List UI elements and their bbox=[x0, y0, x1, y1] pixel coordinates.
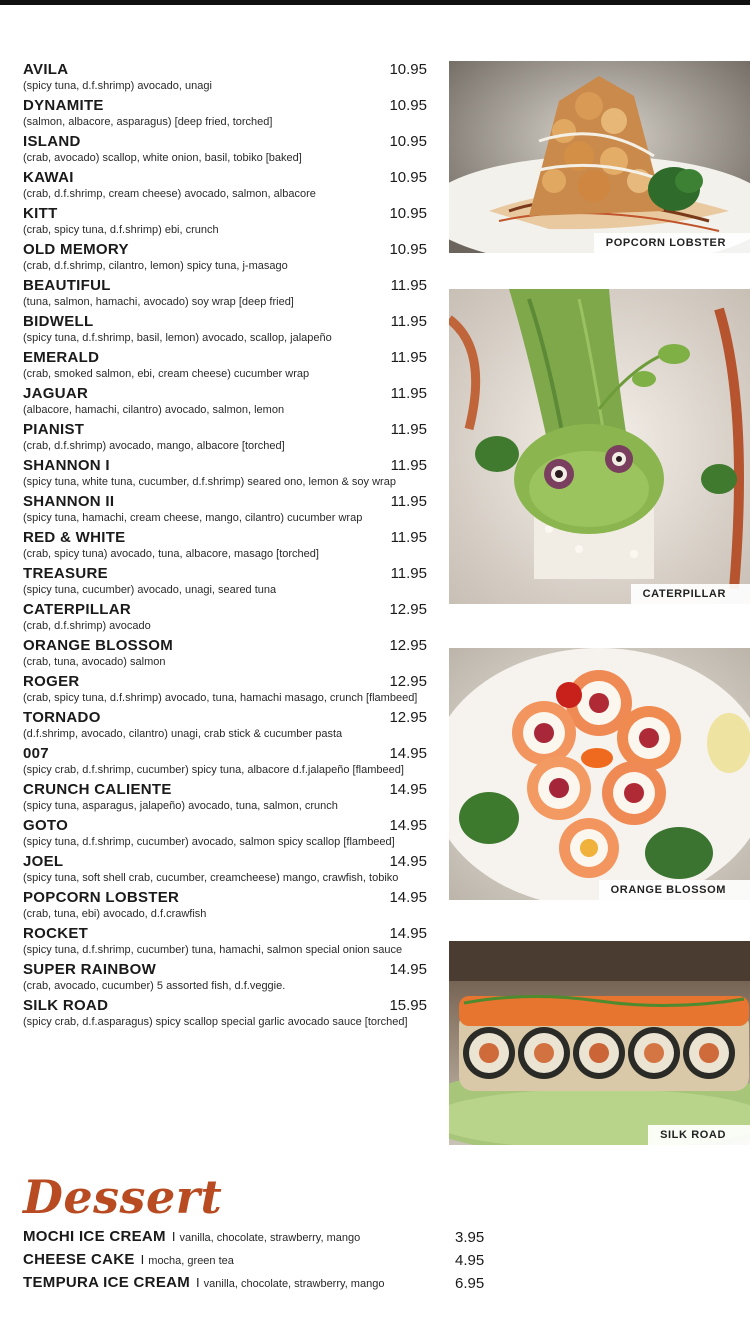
menu-item-name: AVILA bbox=[23, 61, 69, 78]
menu-item-description: (spicy tuna, d.f.shrimp, cucumber) tuna, hamachi, salmon special onion sauce bbox=[23, 944, 403, 956]
dessert-separator: I bbox=[196, 1275, 200, 1290]
menu-item-name: TREASURE bbox=[23, 565, 108, 582]
dessert-item bbox=[23, 1274, 503, 1297]
menu-item-price: 14.95 bbox=[389, 817, 427, 834]
menu-item-price: 12.95 bbox=[389, 601, 427, 618]
dessert-item bbox=[23, 1251, 503, 1274]
menu-item-name: ROGER bbox=[23, 673, 80, 690]
orange-blossom-photo bbox=[449, 648, 750, 900]
menu-item-price: 11.95 bbox=[390, 349, 427, 366]
menu-item-description: (crab, spicy tuna, d.f.shrimp) ebi, crunch bbox=[23, 224, 219, 236]
dessert-item-price: 6.95 bbox=[455, 1275, 485, 1292]
menu-item-name: 007 bbox=[23, 745, 49, 762]
menu-item-price: 14.95 bbox=[389, 853, 427, 870]
menu-item-header bbox=[23, 385, 427, 403]
menu-item-description: (salmon, albacore, asparagus) [deep fried, torched] bbox=[23, 116, 273, 128]
menu-item-price: 15.95 bbox=[389, 997, 427, 1014]
dessert-item bbox=[23, 1228, 503, 1251]
menu-item-description: (crab, d.f.shrimp) avocado, mango, albacore [torched] bbox=[23, 440, 285, 452]
menu-item-name: GOTO bbox=[23, 817, 69, 834]
menu-item bbox=[23, 493, 427, 525]
photo-label: SILK ROAD bbox=[648, 1125, 750, 1145]
menu-item-description: (crab, spicy tuna) avocado, tuna, albacore, masago [torched] bbox=[23, 548, 319, 560]
menu-item-header bbox=[23, 133, 427, 151]
menu-item-header bbox=[23, 709, 427, 727]
menu-item-description: (crab, d.f.shrimp, cream cheese) avocado, salmon, albacore bbox=[23, 188, 316, 200]
menu-item-price: 14.95 bbox=[389, 781, 427, 798]
menu-item-description: (crab, d.f.shrimp, cilantro, lemon) spicy tuna, j-masago bbox=[23, 260, 288, 272]
menu-item bbox=[23, 205, 427, 237]
menu-item-header bbox=[23, 493, 427, 511]
silk-road-image bbox=[449, 941, 750, 1145]
menu-item-name: CATERPILLAR bbox=[23, 601, 132, 618]
menu-item-name: JAGUAR bbox=[23, 385, 89, 402]
menu-item-name: PIANIST bbox=[23, 421, 85, 438]
menu-item-header bbox=[23, 97, 427, 115]
menu-item bbox=[23, 853, 427, 885]
dessert-item-price: 4.95 bbox=[455, 1252, 485, 1269]
silk-road-photo bbox=[449, 941, 750, 1145]
menu-item-header bbox=[23, 601, 427, 619]
menu-item-price: 14.95 bbox=[389, 961, 427, 978]
menu-item-price: 10.95 bbox=[389, 61, 427, 78]
menu-item-header bbox=[23, 169, 427, 187]
menu-item-price: 10.95 bbox=[389, 205, 427, 222]
dessert-item-name: MOCHI ICE CREAM bbox=[23, 1228, 166, 1245]
menu-item-name: JOEL bbox=[23, 853, 64, 870]
menu-item-name: KITT bbox=[23, 205, 58, 222]
photo-label: CATERPILLAR bbox=[631, 584, 750, 604]
menu-item-name: SILK ROAD bbox=[23, 997, 109, 1014]
dessert-item-name: CHEESE CAKE bbox=[23, 1251, 135, 1268]
menu-item-price: 10.95 bbox=[389, 133, 427, 150]
menu-item bbox=[23, 169, 427, 201]
menu-item-name: ISLAND bbox=[23, 133, 81, 150]
menu-item-price: 12.95 bbox=[389, 709, 427, 726]
menu-item-name: EMERALD bbox=[23, 349, 100, 366]
menu-item-price: 10.95 bbox=[389, 169, 427, 186]
menu-item bbox=[23, 277, 427, 309]
menu-item bbox=[23, 817, 427, 849]
menu-item-header bbox=[23, 889, 427, 907]
top-bar bbox=[0, 0, 750, 5]
menu-item-description: (albacore, hamachi, cilantro) avocado, salmon, lemon bbox=[23, 404, 285, 416]
dessert-title: Dessert bbox=[23, 1170, 223, 1224]
menu-item-header bbox=[23, 457, 427, 475]
menu-item-name: SUPER RAINBOW bbox=[23, 961, 157, 978]
menu-item-name: BIDWELL bbox=[23, 313, 94, 330]
menu-item-header bbox=[23, 961, 427, 979]
menu-item-price: 14.95 bbox=[389, 745, 427, 762]
menu-item bbox=[23, 673, 427, 705]
menu-item bbox=[23, 61, 427, 93]
menu-item-price: 11.95 bbox=[390, 565, 427, 582]
menu-item bbox=[23, 529, 427, 561]
menu-item bbox=[23, 709, 427, 741]
menu-item bbox=[23, 961, 427, 993]
menu-item-price: 11.95 bbox=[390, 457, 427, 474]
menu-item-description: (spicy tuna, d.f.shrimp, basil, lemon) avocado, scallop, jalapeño bbox=[23, 332, 332, 344]
menu-item-price: 11.95 bbox=[390, 493, 427, 510]
menu-item-header bbox=[23, 529, 427, 547]
menu-item-price: 10.95 bbox=[389, 97, 427, 114]
menu-item-header bbox=[23, 277, 427, 295]
menu-item-description: (spicy crab, d.f.shrimp, cucumber) spicy tuna, albacore d.f.jalapeño [flambeed] bbox=[23, 764, 404, 776]
menu-item-price: 11.95 bbox=[390, 385, 427, 402]
popcorn-lobster-photo bbox=[449, 61, 750, 253]
menu-item-price: 14.95 bbox=[389, 925, 427, 942]
menu-item-header bbox=[23, 313, 427, 331]
menu-item-description: (crab, tuna, ebi) avocado, d.f.crawfish bbox=[23, 908, 207, 920]
menu-item bbox=[23, 385, 427, 417]
photo-label: POPCORN LOBSTER bbox=[594, 233, 750, 253]
menu-item-header bbox=[23, 421, 427, 439]
menu-item bbox=[23, 457, 427, 489]
menu-item bbox=[23, 97, 427, 129]
menu-item-name: DYNAMITE bbox=[23, 97, 104, 114]
menu-item bbox=[23, 781, 427, 813]
menu-item bbox=[23, 745, 427, 777]
menu-item-name: CRUNCH CALIENTE bbox=[23, 781, 172, 798]
menu-item-description: (crab, spicy tuna, d.f.shrimp) avocado, tuna, hamachi masago, crunch [flambeed] bbox=[23, 692, 418, 704]
menu-item-header bbox=[23, 637, 427, 655]
menu-item-name: ORANGE BLOSSOM bbox=[23, 637, 174, 654]
menu-item-description: (spicy tuna, asparagus, jalapeño) avocado, tuna, salmon, crunch bbox=[23, 800, 338, 812]
menu-item-description: (crab, smoked salmon, ebi, cream cheese) cucumber wrap bbox=[23, 368, 310, 380]
dessert-item-name: TEMPURA ICE CREAM bbox=[23, 1274, 191, 1291]
dessert-separator: I bbox=[140, 1252, 145, 1267]
menu-item-name: BEAUTIFUL bbox=[23, 277, 111, 294]
popcorn-lobster-image bbox=[449, 61, 750, 253]
menu-item-header bbox=[23, 565, 427, 583]
menu-item-name: KAWAI bbox=[23, 169, 74, 186]
menu-item-description: (crab, tuna, avocado) salmon bbox=[23, 656, 166, 668]
menu-item-name: RED & WHITE bbox=[23, 529, 126, 546]
caterpillar-image bbox=[449, 289, 750, 604]
menu-item-description: (spicy crab, d.f.asparagus) spicy scallop special garlic avocado sauce [torched] bbox=[23, 1016, 408, 1028]
menu-item-name: SHANNON II bbox=[23, 493, 115, 510]
dessert-list bbox=[23, 1228, 503, 1297]
menu-item bbox=[23, 565, 427, 597]
menu-item-description: (crab, avocado) scallop, white onion, basil, tobiko [baked] bbox=[23, 152, 302, 164]
menu-item bbox=[23, 997, 427, 1029]
caterpillar-photo bbox=[449, 289, 750, 604]
menu-item bbox=[23, 601, 427, 633]
menu-item-price: 11.95 bbox=[390, 529, 427, 546]
menu-item-description: (spicy tuna, soft shell crab, cucumber, creamcheese) mango, crawfish, tobiko bbox=[23, 872, 399, 884]
menu-item-price: 12.95 bbox=[389, 673, 427, 690]
dessert-item-price: 3.95 bbox=[455, 1229, 485, 1246]
menu-item-header bbox=[23, 205, 427, 223]
menu-item bbox=[23, 133, 427, 165]
menu-item-name: POPCORN LOBSTER bbox=[23, 889, 180, 906]
orange-blossom-image bbox=[449, 648, 750, 900]
dessert-item-description: mocha, green tea bbox=[148, 1255, 234, 1267]
menu-item-price: 10.95 bbox=[389, 241, 427, 258]
menu-item-header bbox=[23, 745, 427, 763]
menu-item-header bbox=[23, 997, 427, 1015]
menu-item-name: OLD MEMORY bbox=[23, 241, 129, 258]
menu-item-header bbox=[23, 925, 427, 943]
menu-item-price: 14.95 bbox=[389, 889, 427, 906]
menu-item-description: (spicy tuna, d.f.shrimp, cucumber) avocado, salmon spicy scallop [flambeed] bbox=[23, 836, 395, 848]
menu-item-description: (crab, d.f.shrimp) avocado bbox=[23, 620, 151, 632]
menu-item-description: (spicy tuna, hamachi, cream cheese, mango, cilantro) cucumber wrap bbox=[23, 512, 363, 524]
menu-item-price: 11.95 bbox=[390, 421, 427, 438]
menu-item-header bbox=[23, 673, 427, 691]
menu-item-price: 11.95 bbox=[390, 277, 427, 294]
dessert-separator: I bbox=[171, 1229, 176, 1244]
menu-item-description: (spicy tuna, d.f.shrimp) avocado, unagi bbox=[23, 80, 212, 92]
menu-item-price: 11.95 bbox=[390, 313, 427, 330]
menu-item-description: (spicy tuna, cucumber) avocado, unagi, seared tuna bbox=[23, 584, 277, 596]
dessert-item-description: vanilla, chocolate, strawberry, mango bbox=[203, 1278, 385, 1290]
menu-item-header bbox=[23, 781, 427, 799]
menu-item-header bbox=[23, 817, 427, 835]
menu-item bbox=[23, 241, 427, 273]
photo-label: ORANGE BLOSSOM bbox=[599, 880, 750, 900]
menu-item-name: SHANNON I bbox=[23, 457, 110, 474]
dessert-item-description: vanilla, chocolate, strawberry, mango bbox=[179, 1232, 361, 1244]
menu-item-header bbox=[23, 61, 427, 79]
menu-item-description: (crab, avocado, cucumber) 5 assorted fish, d.f.veggie. bbox=[23, 980, 286, 992]
menu-item-header bbox=[23, 853, 427, 871]
menu-item-header bbox=[23, 241, 427, 259]
menu-item bbox=[23, 349, 427, 381]
menu-item-name: TORNADO bbox=[23, 709, 101, 726]
menu-item bbox=[23, 637, 427, 669]
menu-item-header bbox=[23, 349, 427, 367]
menu-item bbox=[23, 925, 427, 957]
rolls-list bbox=[23, 61, 427, 1033]
menu-item-price: 12.95 bbox=[389, 637, 427, 654]
menu-item bbox=[23, 889, 427, 921]
menu-item-description: (d.f.shrimp, avocado, cilantro) unagi, crab stick & cucumber pasta bbox=[23, 728, 343, 740]
menu-item-name: ROCKET bbox=[23, 925, 89, 942]
menu-item-description: (tuna, salmon, hamachi, avocado) soy wrap [deep fried] bbox=[23, 296, 294, 308]
menu-item bbox=[23, 313, 427, 345]
menu-item-description: (spicy tuna, white tuna, cucumber, d.f.shrimp) seared ono, lemon & soy wrap bbox=[23, 476, 396, 488]
menu-item bbox=[23, 421, 427, 453]
